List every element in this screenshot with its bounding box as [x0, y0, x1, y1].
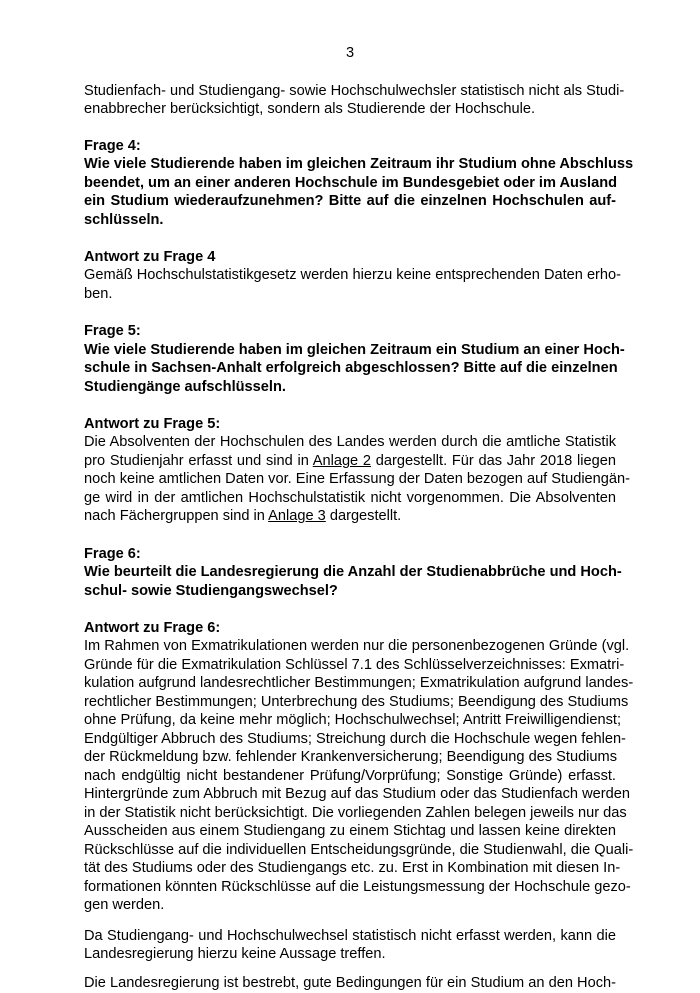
question-4-line: beendet, um an einer anderen Hochschule im Bundesgebiet oder im Ausland [84, 175, 618, 191]
answer-5-line [84, 452, 616, 471]
question-6-heading: Frage 6: [84, 546, 141, 562]
question-4-line: schlüsseln. [84, 212, 164, 228]
answer-6-line: Hintergründe zum Abbruch mit Bezug auf das Studium oder das Studienfach werden [84, 786, 630, 802]
answer-6-line: formationen könnten Rückschlüsse auf die Leistungsmessung der Hochschule gezo- [84, 879, 631, 895]
question-4-line: Wie viele Studierende haben im gleichen Zeitraum ihr Studium ohne Abschluss [84, 156, 634, 172]
question-6-line: schul- sowie Studiengangswechsel? [84, 583, 338, 599]
question-4-line: ein Studium wiederaufzunehmen? Bitte auf die einzelnen Hochschulen auf- [84, 193, 616, 209]
question-4-heading: Frage 4: [84, 138, 141, 154]
answer-6-line: Landesregierung hierzu keine Aussage treffen. [84, 946, 386, 962]
answer-5-line: ge wird in der amtlichen Hochschulstatistik nicht vorgenommen. Die Absolventen [84, 490, 616, 506]
answer-6-line: Gründe für die Exmatrikulation Schlüssel 7.1 des Schlüsselverzeichnisses: Exmatri- [84, 657, 625, 673]
answer-5-text: pro Studienjahr erfasst und sind in [84, 453, 313, 469]
answer-5-line: noch keine amtlichen Daten vor. Eine Erfassung der Daten bezogen auf Studiengän- [84, 471, 630, 487]
question-6-line: Wie beurteilt die Landesregierung die Anzahl der Studienabbrüche und Hoch- [84, 564, 622, 580]
answer-6-heading: Antwort zu Frage 6: [84, 620, 221, 636]
answer-4-heading: Antwort zu Frage 4 [84, 249, 216, 265]
intro-line: enabbrecher berücksichtigt, sondern als Studierende der Hochschule. [84, 101, 536, 117]
question-5-line: schule in Sachsen-Anhalt erfolgreich abgeschlossen? Bitte auf die einzelnen [84, 360, 618, 376]
answer-5-heading: Antwort zu Frage 5: [84, 416, 221, 432]
answer-5-line: Die Absolventen der Hochschulen des Landes werden durch die amtliche Statistik [84, 434, 616, 450]
answer-6-line: Die Landesregierung ist bestrebt, gute Bedingungen für ein Studium an den Hoch- [84, 975, 616, 991]
anlage-2-link[interactable]: Anlage 2 [312, 453, 372, 469]
question-5-line: Studiengänge aufschlüsseln. [84, 379, 286, 395]
answer-6-line: ohne Prüfung, da keine mehr möglich; Hochschulwechsel; Antritt Freiwilligendienst; [84, 712, 621, 728]
answer-6-line: tät des Studiums oder des Studiengangs etc. zu. Erst in Kombination mit diesen In- [84, 860, 621, 876]
intro-line: Studienfach- und Studiengang- sowie Hochschulwechsler statistisch nicht als Studi- [84, 83, 625, 99]
answer-5-text: dargestellt. Für das Jahr 2018 liegen [371, 453, 616, 469]
answer-6-line: Endgültiger Abbruch des Studiums; Streichung durch die Hochschule wegen fehlen- [84, 731, 626, 747]
page-number: 3 [345, 45, 355, 61]
answer-6-line: Ausscheiden aus einem Studiengang zu einem Stichtag und lassen keine direkten [84, 823, 616, 839]
answer-4-line: Gemäß Hochschulstatistikgesetz werden hierzu keine entsprechenden Daten erho- [84, 267, 622, 283]
answer-6-line: Rückschlüsse auf die individuellen Entscheidungsgründe, die Studienwahl, die Quali- [84, 842, 634, 858]
answer-5-text: nach Fächergruppen sind in [84, 508, 269, 524]
answer-6-line: rechtlicher Bestimmungen; Unterbrechung des Studiums; Beendigung des Studiums [84, 694, 629, 710]
answer-6-line: Da Studiengang- und Hochschulwechsel statistisch nicht erfasst werden, kann die [84, 928, 616, 944]
answer-6-line: kulation aufgrund landesrechtlicher Bestimmungen; Exmatrikulation aufgrund landes- [84, 675, 634, 691]
question-5-heading: Frage 5: [84, 323, 141, 339]
answer-6-line: Im Rahmen von Exmatrikulationen werden nur die personenbezogenen Gründe (vgl. [84, 638, 630, 654]
answer-5-line [84, 507, 616, 526]
answer-6-line: in der Statistik nicht berücksichtigt. Die vorliegenden Zahlen belegen jeweils nur das [84, 805, 627, 821]
answer-6-line: gen werden. [84, 897, 165, 913]
answer-6-line: nach endgültig nicht bestandener Prüfung/Vorprüfung; Sonstige Gründe) erfasst. [84, 768, 616, 784]
answer-5-text: dargestellt. [325, 508, 402, 524]
answer-6-line: der Rückmeldung bzw. fehlender Krankenversicherung; Beendigung des Studiums [84, 749, 617, 765]
answer-4-line: ben. [84, 286, 113, 302]
anlage-3-link[interactable]: Anlage 3 [268, 508, 326, 524]
question-5-line: Wie viele Studierende haben im gleichen Zeitraum ein Studium an einer Hoch- [84, 342, 625, 358]
